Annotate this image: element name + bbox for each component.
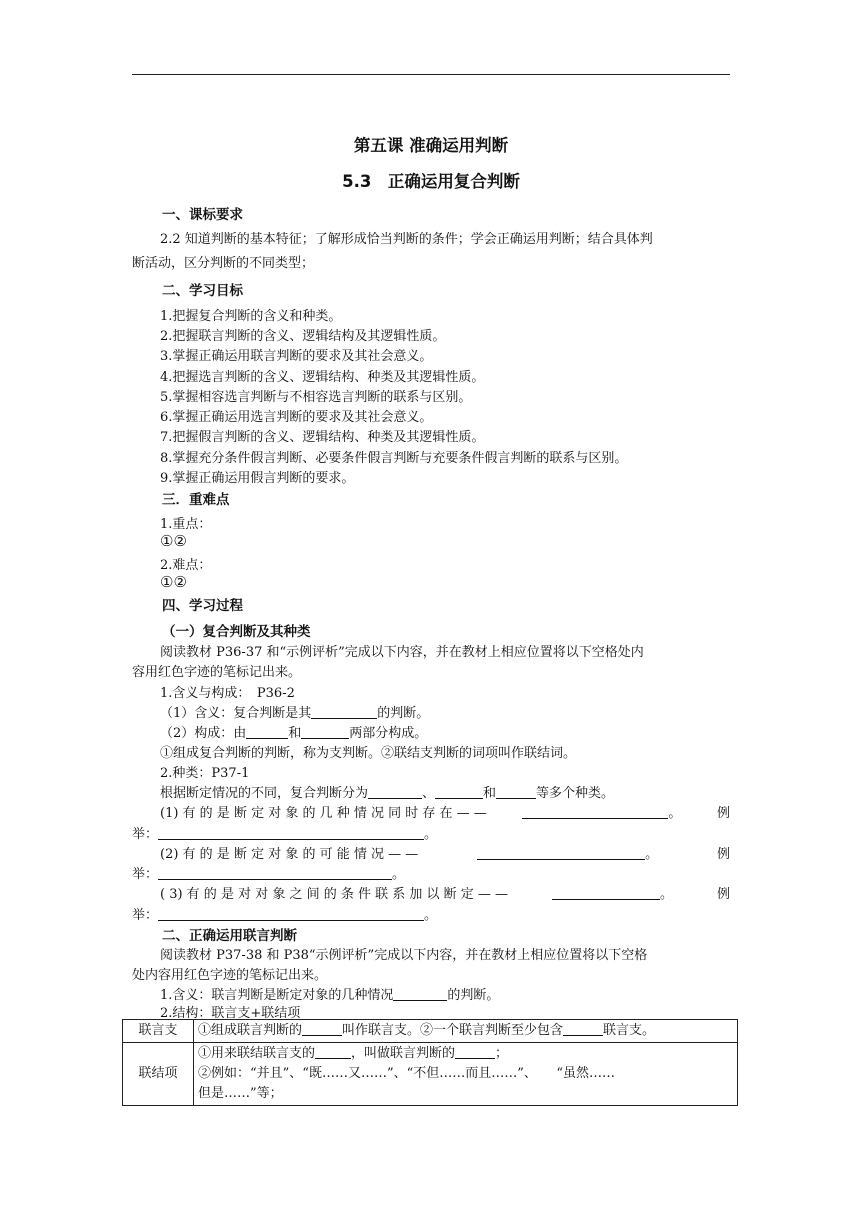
answer-blank[interactable] [158, 906, 424, 921]
cell-text: 叫作联言支。②一个联言判断至少包含 [342, 1023, 564, 1038]
answer-blank[interactable] [496, 784, 536, 799]
cell-text: ； [495, 1046, 509, 1061]
answer-blank[interactable] [158, 825, 424, 840]
kinds-text: 等多个种类。 [536, 786, 615, 801]
conjunctive-intro-line2: 处内容用红色字迹的笔标记出来。 [132, 968, 328, 983]
table-value-cell [194, 1043, 738, 1106]
example-line-2 [132, 863, 405, 882]
header-rule [132, 74, 730, 75]
cell-line: ②例如：“并且”、“既……又……”、“不但……而且……”、 “虽然…… [198, 1066, 616, 1081]
definition-text: 的判断。 [377, 706, 430, 721]
standards-text-line2: 断活动，区分判断的不同类型； [132, 256, 315, 271]
composition-line [160, 722, 427, 741]
answer-blank[interactable] [315, 1044, 351, 1059]
cell-text: ①组成联言判断的 [198, 1023, 303, 1038]
heading-standards: 一、课标要求 [162, 207, 243, 223]
table-row [123, 1020, 738, 1043]
key-point-marks: ①② [160, 532, 187, 550]
kind-question-text: (1) 有 的 是 断 定 对 象 的 几 种 情 况 同 时 存 在 — — [160, 806, 487, 821]
cell-text: ，叫做联言判断的 [351, 1046, 456, 1061]
example-label: 举： [132, 827, 159, 842]
difficulty-marks: ①② [160, 573, 187, 591]
answer-blank[interactable] [301, 724, 349, 739]
table-value-cell [194, 1020, 738, 1043]
period-mark: 。 [424, 827, 438, 842]
objective-item: 9.掌握正确运用假言判断的要求。 [160, 471, 355, 486]
answer-blank[interactable] [302, 1021, 342, 1036]
kinds-line [160, 782, 614, 801]
conjunctive-definition-text: 1.含义：联言判断是断定对象的几种情况 [160, 988, 394, 1003]
cell-line: 但是……”等； [198, 1086, 283, 1101]
example-line-3 [132, 904, 437, 923]
objective-item: 4.把握选言判断的含义、逻辑结构、种类及其逻辑性质。 [160, 370, 485, 385]
answer-blank[interactable] [311, 704, 377, 719]
objective-item: 5.掌握相容选言判断与不相容选言判断的联系与区别。 [160, 390, 472, 405]
example-mark: 例 [716, 887, 730, 902]
example-mark: 例 [716, 806, 730, 821]
conjunctive-definition-text: 的判断。 [447, 988, 500, 1003]
conjunctive-structure-table [122, 1019, 738, 1106]
composition-text: 和 [288, 726, 302, 741]
cell-text: ①用来联结联言支的 [198, 1046, 316, 1061]
objective-item: 3.掌握正确运用联言判断的要求及其社会意义。 [160, 349, 433, 364]
period-mark: 。 [668, 806, 682, 821]
table-key-cell: 联结项 [123, 1043, 194, 1106]
kinds-heading: 2.种类：P37-1 [160, 766, 250, 781]
answer-blank[interactable] [563, 1021, 603, 1036]
cell-text: 联言支。 [603, 1023, 656, 1038]
table-key-cell: 联言支 [123, 1020, 194, 1043]
section-title: 5.3 正确运用复合判断 [342, 172, 520, 191]
objective-item: 7.把握假言判断的含义、逻辑结构、种类及其逻辑性质。 [160, 430, 485, 445]
kinds-text: 、 [422, 786, 436, 801]
composition-text: （2）构成：由 [160, 726, 247, 741]
key-point-label: 1.重点： [160, 517, 212, 532]
example-label: 举： [132, 867, 159, 882]
compound-intro-line2: 容用红色字迹的笔标记出来。 [132, 665, 302, 680]
composition-note: ①组成复合判断的判断，称为支判断。②联结支判断的词项叫作联结词。 [160, 746, 577, 761]
answer-blank[interactable] [522, 804, 668, 819]
kind-question-text: (2) 有 的 是 断 定 对 象 的 可 能 情 况 — — [160, 847, 419, 862]
period-mark: 。 [392, 867, 406, 882]
example-label: 举： [132, 908, 159, 923]
answer-blank[interactable] [477, 845, 645, 860]
answer-blank[interactable] [368, 784, 422, 799]
objective-item: 6.掌握正确运用选言判断的要求及其社会意义。 [160, 410, 433, 425]
kind-question-text: ( 3) 有 的 是 对 对 象 之 间 的 条 件 联 系 加 以 断 定 — — [160, 887, 509, 902]
objective-item: 1.把握复合判断的含义和种类。 [160, 309, 342, 324]
compound-intro-line1: 阅读教材 P36-37 和“示例评析”完成以下内容，并在教材上相应位置将以下空格处内 [160, 645, 644, 660]
answer-blank[interactable] [393, 986, 447, 1001]
objective-item: 2.把握联言判断的含义、逻辑结构及其逻辑性质。 [160, 329, 446, 344]
definition-line [160, 702, 429, 721]
heading-key-points: 三．重难点 [162, 492, 230, 508]
period-mark: 。 [424, 908, 438, 923]
heading-process: 四、学习过程 [162, 598, 243, 614]
conjunctive-definition [160, 984, 499, 1003]
kinds-text: 根据断定情况的不同，复合判断分为 [160, 786, 369, 801]
cell-line [198, 1044, 733, 1064]
lesson-title: 第五课 准确运用判断 [353, 136, 509, 155]
heading-objectives: 二、学习目标 [162, 283, 243, 299]
table-row [123, 1043, 738, 1106]
kinds-text: 和 [483, 786, 497, 801]
kind-question-3 [160, 883, 730, 902]
example-mark: 例 [716, 847, 730, 862]
definition-heading: 1.含义与构成： P36-2 [160, 686, 295, 701]
answer-blank[interactable] [158, 865, 392, 880]
kind-question-2 [160, 843, 730, 862]
answer-blank[interactable] [552, 885, 660, 900]
definition-text: （1）含义：复合判断是其 [160, 706, 312, 721]
answer-blank[interactable] [435, 784, 483, 799]
answer-blank[interactable] [455, 1044, 495, 1059]
heading-conjunctive: 二、正确运用联言判断 [162, 928, 297, 944]
standards-text-line1: 2.2 知道判断的基本特征；了解形成恰当判断的条件；学会正确运用判断；结合具体判 [160, 232, 653, 247]
answer-blank[interactable] [246, 724, 288, 739]
period-mark: 。 [645, 847, 659, 862]
conjunctive-intro-line1: 阅读教材 P37-38 和 P38“示例评析”完成以下内容，并在教材上相应位置将以下空格 [160, 948, 648, 963]
difficulty-label: 2.难点： [160, 558, 212, 573]
example-line-1 [132, 823, 437, 842]
period-mark: 。 [660, 887, 674, 902]
kind-question-1 [160, 802, 730, 821]
conjunctive-structure: 2.结构：联言支+联结项 [160, 1006, 301, 1021]
subheading-compound: （一）复合判断及其种类 [162, 624, 311, 640]
objective-item: 8.掌握充分条件假言判断、必要条件假言判断与充要条件假言判断的联系与区别。 [160, 451, 628, 466]
composition-text: 两部分构成。 [349, 726, 428, 741]
